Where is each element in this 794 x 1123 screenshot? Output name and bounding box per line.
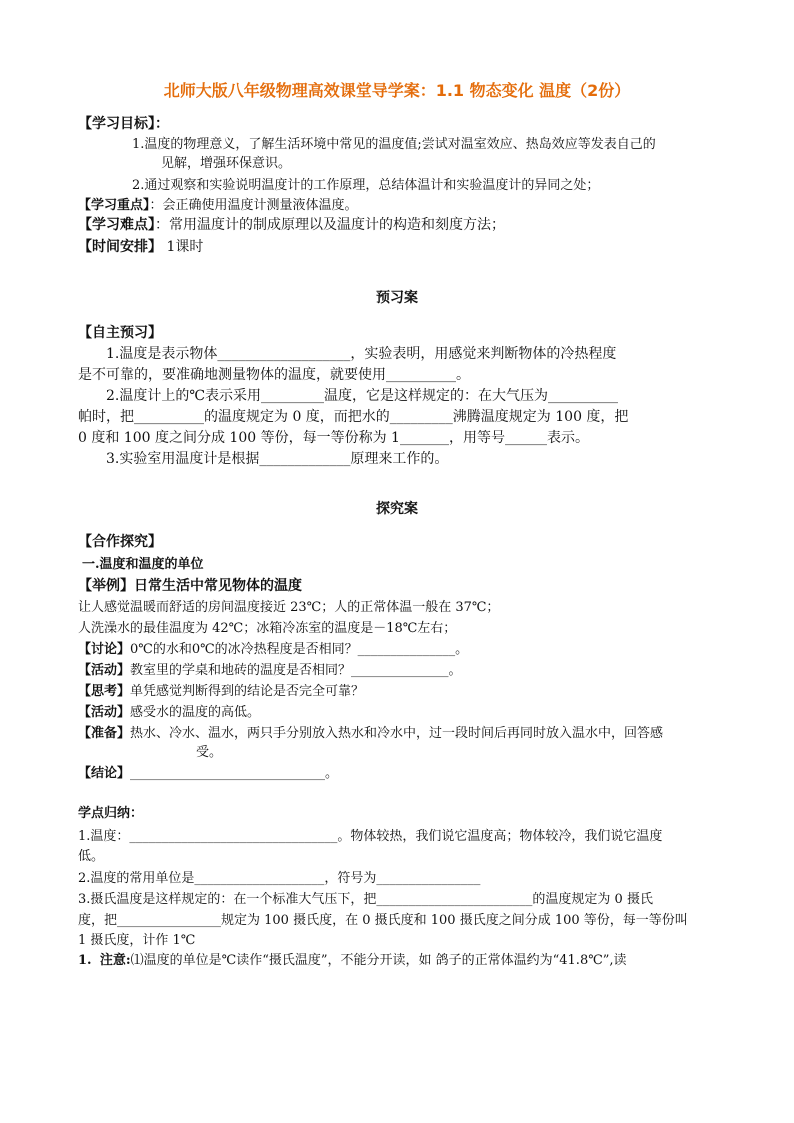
objective-1: 1.温度的物理意义，了解生活环境中常见的温度值;尝试对温室效应、热岛效应等发表自己的 (132, 137, 656, 152)
discuss: 【讨论】0℃的水和0℃的冰冷热程度是否相同？_______________。 (78, 642, 469, 657)
summary-2: 2.温度的常用单位是____________________，符号为________________ (78, 871, 481, 886)
example-text-2: 人洗澡水的最佳温度为 42℃；冰箱冷冻室的温度是－18℃左右； (78, 621, 457, 636)
time-arrangement: 【时间安排】 1课时 (78, 239, 204, 255)
section-explore-title: 探究案 (376, 501, 418, 517)
preview-q2-cont2: 0 度和 100 度之间分成 100 等份，每一等份称为 1_______，用等号______表示。 (78, 430, 589, 446)
objective-1-cont: 见解，增强环保意识。 (161, 156, 292, 171)
objective-2: 2.通过观察和实验说明温度计的工作原理，总结体温计和实验温度计的异同之处； (132, 178, 600, 193)
key-point: 【学习重点】：会正确使用温度计测量液体温度。 (78, 198, 358, 213)
example-text-1: 让人感觉温暖而舒适的房间温度接近 23℃；人的正常体温一般在 37℃； (78, 600, 500, 615)
summary-3-cont2: 1 摄氏度，计作 1℃ (78, 933, 196, 948)
preview-q1: 1.温度是表示物体___________________，实验表明，用感觉来判断物体的冷热程度 (106, 346, 617, 362)
activity-2: 【活动】感受水的温度的高低。 (78, 705, 261, 720)
summary-3-cont1: 度，把________________规定为 100 摄氏度，在 0 摄氏度和 100 摄氏度之间分成 100 等份，每一等份叫 (78, 913, 688, 928)
activity: 【活动】教室里的学桌和地砖的温度是否相同？_______________。 (78, 663, 462, 678)
summary-1: 1.温度：________________________________。物体较热，我们说它温度高；物体较冷，我们说它温度 (78, 829, 663, 844)
objectives-heading: 【学习目标】： (78, 116, 169, 132)
summary-3: 3.摄氏温度是这样规定的：在一个标准大气压下，把________________________的温度规定为 0 摄氏 (78, 892, 653, 907)
preview-q1-cont: 是不可靠的，要准确地测量物体的温度，就要使用__________。 (78, 367, 470, 383)
example-heading: 【举例】日常生活中常见物体的温度 (78, 578, 302, 594)
summary-heading: 学点归纳： (78, 806, 144, 821)
preview-heading: 【自主预习】 (78, 325, 162, 341)
page-title: 北师大版八年级物理高效课堂导学案：1.1 物态变化 温度（2份） (163, 81, 631, 100)
preview-q2-cont1: 帕时，把__________的温度规定为 0 度，而把水的_________沸腾温度规定为 100 度，把 (78, 409, 629, 425)
explore-sub1: 一.温度和温度的单位 (82, 557, 204, 572)
summary-note: 1. 注意:⑴温度的单位是℃读作“摄氏温度”，不能分开读，如 鸽子的正常体温约为“41.8℃”,读 (78, 953, 627, 968)
preview-q3: 3.实验室用温度计是根据_____________原理来工作的。 (106, 451, 449, 467)
summary-1-cont: 低。 (78, 849, 105, 864)
section-preview-title: 预习案 (376, 290, 418, 306)
think: 【思考】单凭感觉判断得到的结论是否完全可靠？ (78, 684, 365, 699)
conclusion: 【结论】______________________________。 (78, 766, 339, 781)
preview-q2: 2.温度计上的℃表示采用_________温度，它是这样规定的：在大气压为__________ (106, 388, 619, 404)
prepare-cont: 受。 (196, 745, 223, 760)
prepare: 【准备】热水、冷水、温水，两只手分别放入热水和冷水中，过一段时间后再同时放入温水中，回答感 (78, 726, 664, 741)
difficulty: 【学习难点】：常用温度计的制成原理以及温度计的构造和刻度方法； (78, 217, 505, 233)
explore-heading: 【合作探究】 (78, 534, 162, 550)
